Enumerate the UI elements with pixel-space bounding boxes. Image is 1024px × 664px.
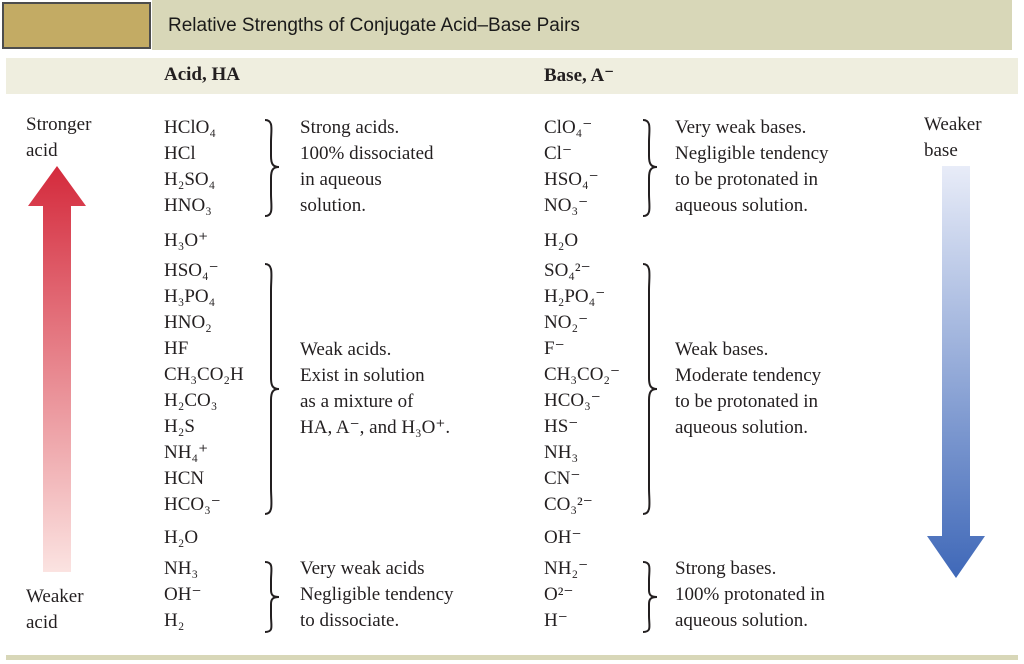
very-weak-acid-brace [260, 560, 284, 636]
list-item: CH₃CO₂⁻ [544, 364, 621, 385]
list-item: SO₄²⁻ [544, 260, 591, 281]
list-item: NH₃ [164, 558, 199, 579]
list-item: F⁻ [544, 338, 565, 359]
list-item: HS⁻ [544, 416, 579, 437]
list-item: HCl [164, 143, 196, 164]
very-weak-base-list [544, 115, 599, 219]
list-item: CH₃CO₂H [164, 364, 244, 385]
weaker-acid-label: Weaker acid [26, 586, 84, 633]
list-item: NH₃ [544, 442, 579, 463]
list-item: CO₃²⁻ [544, 494, 593, 515]
corner-swatch [2, 2, 151, 49]
list-item: H₂CO₃ [164, 390, 218, 411]
list-item: NO₃⁻ [544, 195, 589, 216]
list-item: HSO₄⁻ [164, 260, 219, 281]
weak-base-description: Weak bases. Moderate tendency to be protonated in aqueous solution. [675, 339, 822, 438]
acid-strength-arrow [28, 166, 86, 572]
water-base: H₂O [544, 230, 579, 251]
weaker-base-label: Weaker base [924, 114, 982, 161]
list-item: CN⁻ [544, 468, 581, 489]
base-strength-arrow-graphic [920, 160, 990, 590]
strong-base-brace [638, 560, 662, 636]
strong-base-list [544, 556, 588, 634]
list-item: H₂SO₄ [164, 169, 216, 190]
very-weak-base-brace [638, 118, 662, 218]
base-strength-arrow [927, 166, 985, 578]
weak-base-brace [638, 262, 662, 518]
list-item: H₃PO₄ [164, 286, 216, 307]
list-item: O²⁻ [544, 584, 574, 605]
list-item: H₂S [164, 416, 195, 437]
very-weak-base-description: Very weak bases. Negligible tendency to be protonated in aqueous solution. [675, 117, 829, 216]
list-item: NH₄⁺ [164, 442, 209, 463]
acid-column-header: Acid, HA [164, 64, 240, 85]
weak-acid-list [164, 258, 244, 518]
list-item: H⁻ [544, 610, 568, 631]
stronger-acid-label: Stronger acid [26, 114, 92, 161]
acid-strength-arrow-graphic [24, 160, 94, 580]
list-item: HCO₃⁻ [164, 494, 221, 515]
strong-acid-description: Strong acids. 100% dissociated in aqueous solution. [300, 117, 434, 216]
list-item: HF [164, 338, 189, 359]
list-item: Cl⁻ [544, 143, 572, 164]
list-item: HClO₄ [164, 117, 217, 138]
weak-acid-description: Weak acids. Exist in solution as a mixture of HA, A⁻, and H₃O⁺. [300, 339, 451, 438]
strong-base-description: Strong bases. 100% protonated in aqueous solution. [675, 558, 825, 631]
list-item: NH₂⁻ [544, 558, 589, 579]
very-weak-acid-description: Very weak acids Negligible tendency to dissociate. [300, 558, 454, 631]
hydroxide-base: OH⁻ [544, 527, 582, 548]
list-item: HCN [164, 468, 205, 489]
page-title: Relative Strengths of Conjugate Acid–Base Pairs [168, 15, 580, 36]
very-weak-acid-list [164, 556, 201, 634]
list-item: NO₂⁻ [544, 312, 589, 333]
water-acid: H₂O [164, 527, 199, 548]
strong-acid-list [164, 115, 216, 219]
bottom-rule [6, 655, 1018, 660]
list-item: H₂PO₄⁻ [544, 286, 606, 307]
hydronium-acid: H₃O⁺ [164, 230, 209, 251]
list-item: HNO₂ [164, 312, 212, 333]
base-column-header: Base, A⁻ [544, 65, 615, 86]
list-item: ClO₄⁻ [544, 117, 593, 138]
list-item: HCO₃⁻ [544, 390, 601, 411]
weak-acid-brace [260, 262, 284, 518]
list-item: HNO₃ [164, 195, 212, 216]
weak-base-list [544, 258, 620, 518]
strong-acid-brace [260, 118, 284, 218]
list-item: HSO₄⁻ [544, 169, 599, 190]
column-header-band [6, 58, 1018, 94]
list-item: H₂ [164, 610, 185, 631]
list-item: OH⁻ [164, 584, 202, 605]
